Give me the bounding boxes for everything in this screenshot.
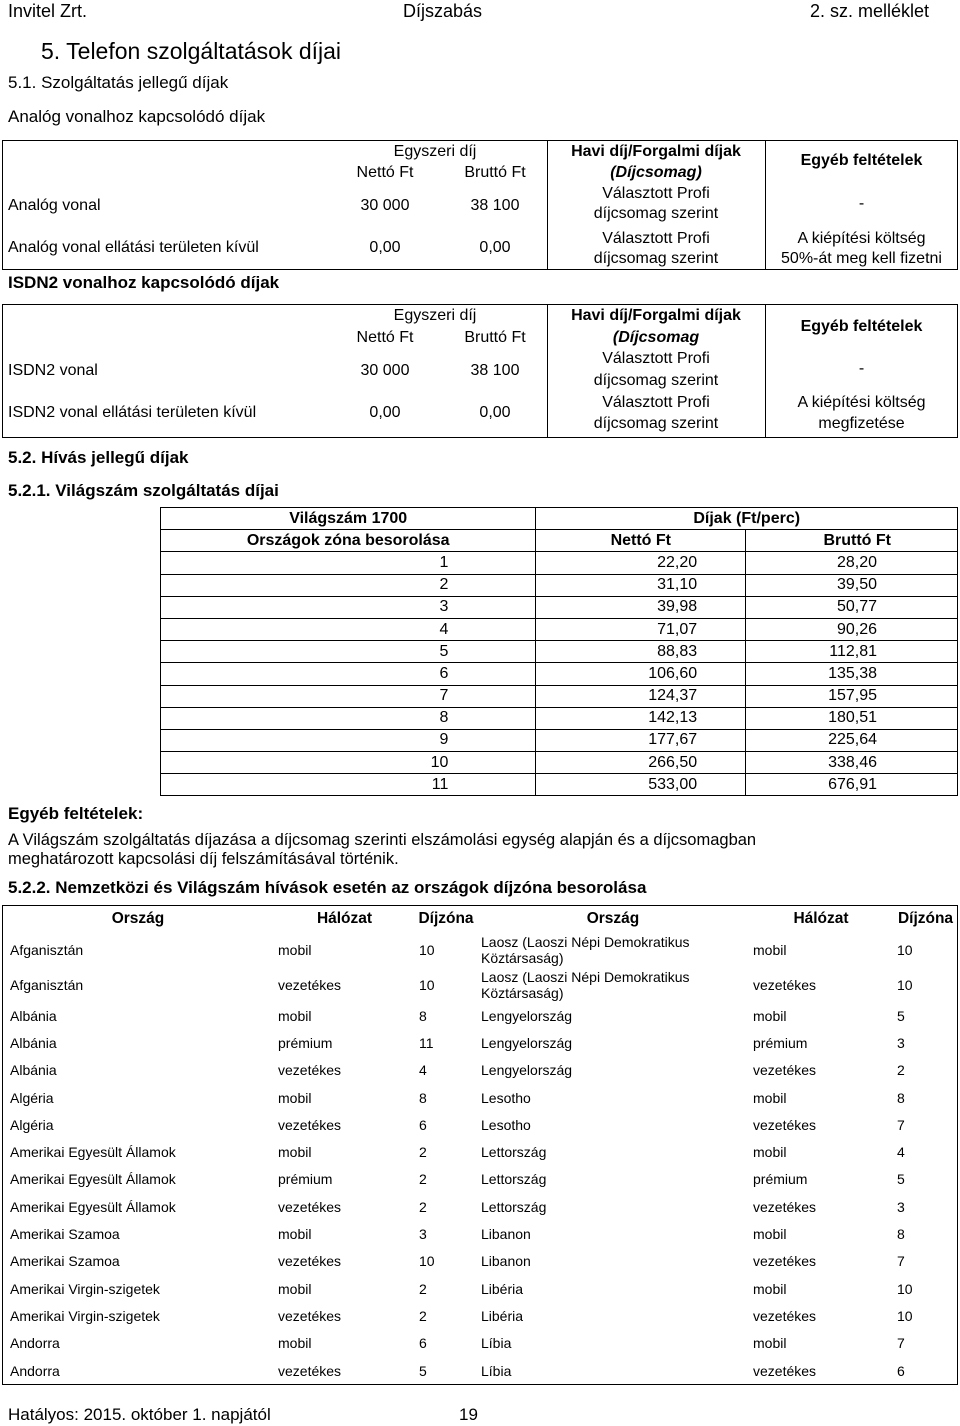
zone-cell: 6 (419, 1116, 427, 1133)
section-5-2-2: 5.2.2. Nemzetközi és Világszám hívások esetén az országok díjzóna besorolása (8, 878, 647, 897)
analog-col-monthly-1: Havi díj/Forgalmi díjak (571, 143, 741, 160)
country-row (2, 1330, 958, 1357)
zone-cell: 11 (419, 1034, 434, 1051)
world-zone-cell: 1 (161, 552, 536, 574)
country-name-2: Libéria (481, 1280, 524, 1297)
world-zone-cell: 9 (161, 729, 536, 751)
network-type: vezetékes (278, 1307, 342, 1324)
world-zone-cell: 5 (161, 641, 536, 663)
country-row (2, 1248, 958, 1275)
world-col-a: Világszám 1700 (161, 508, 536, 530)
country-name-2: Líbia (481, 1362, 512, 1379)
zone-cell-2: 5 (897, 1171, 905, 1188)
world-net-cell: 177,67 (536, 729, 746, 751)
world-table (160, 507, 958, 796)
country-name: Algéria (10, 1089, 54, 1106)
world-zone-cell: 8 (161, 707, 536, 729)
country-name-2: Lengyelország (481, 1062, 573, 1079)
zone-cell: 10 (419, 976, 435, 993)
country-row (2, 1057, 958, 1084)
network-type-2: mobil (753, 1007, 787, 1024)
network-type-2: prémium (753, 1171, 808, 1188)
isdn-col-gross: Bruttó Ft (464, 329, 526, 346)
other-text-2: meghatározott kapcsolási díj felszámításával történik. (8, 850, 399, 868)
analog-col-gross: Bruttó Ft (464, 164, 526, 181)
world-gross-cell: 676,91 (746, 774, 958, 796)
analog-row-net: 0,00 (369, 239, 401, 256)
section-5-2-1: 5.2.1. Világszám szolgáltatás díjai (8, 481, 279, 500)
country-row (2, 1275, 958, 1302)
isdn-row-monthly-1: Választott Profi (602, 350, 710, 367)
world-col-zone: Országok zóna besorolása (161, 530, 536, 552)
country-name: Amerikai Virgin-szigetek (10, 1280, 160, 1297)
country-name-2: Laosz (Laoszi Népi Demokratikus Köztársaság) (481, 933, 690, 966)
zone-cell: 2 (419, 1171, 427, 1188)
world-gross-cell: 157,95 (746, 685, 958, 707)
world-net-cell: 39,98 (536, 596, 746, 618)
world-col-b: Díjak (Ft/perc) (536, 508, 958, 530)
country-name: Amerikai Egyesült Államok (10, 1198, 176, 1215)
country-row (2, 967, 958, 1002)
country-row (2, 932, 958, 967)
country-row (2, 1029, 958, 1056)
world-gross-cell: 39,50 (746, 574, 958, 596)
world-gross-cell: 50,77 (746, 596, 958, 618)
country-name-2: Lengyelország (481, 1007, 573, 1024)
country-name: Algéria (10, 1116, 54, 1133)
analog-row-monthly-2: díjcsomag szerint (593, 250, 719, 267)
country-name: Albánia (10, 1034, 57, 1051)
world-row (161, 574, 958, 596)
country-name: Afganisztán (10, 976, 84, 993)
analog-row-monthly-1: Választott Profi (602, 230, 710, 247)
isdn-row-gross: 0,00 (479, 404, 511, 421)
world-net-cell: 22,20 (536, 552, 746, 574)
zone-cell-2: 10 (897, 1307, 913, 1324)
country-name-2: Lesotho (481, 1089, 531, 1106)
zone-cell: 10 (419, 941, 435, 958)
analog-row-name: Analóg vonal (8, 197, 101, 214)
network-type-2: vezetékes (753, 976, 817, 993)
network-type: mobil (278, 1335, 312, 1352)
network-type-2: vezetékes (753, 1062, 817, 1079)
analog-row-name: Analóg vonal ellátási területen kívül (8, 239, 259, 256)
zone-cell-2: 7 (897, 1116, 905, 1133)
header-doc: Díjszabás (403, 1, 483, 21)
isdn-col-monthly-2: (Díjcsomag (612, 329, 700, 346)
zone-cell: 6 (419, 1335, 427, 1352)
country-row (2, 1357, 958, 1384)
network-type-2: mobil (753, 1089, 787, 1106)
country-name-2: Lengyelország (481, 1034, 573, 1051)
analog-row-other-1: - (858, 195, 865, 212)
header-annex: 2. sz. melléklet (810, 1, 930, 21)
network-type: vezetékes (278, 1116, 342, 1133)
country-row (2, 1138, 958, 1165)
network-type: vezetékes (278, 976, 342, 993)
zone-cell-2: 5 (897, 1007, 905, 1024)
country-col-network-2: Hálózat (793, 909, 849, 927)
network-type-2: mobil (753, 1280, 787, 1297)
zone-cell: 8 (419, 1089, 427, 1106)
zone-cell: 5 (419, 1362, 427, 1379)
world-net-cell: 533,00 (536, 774, 746, 796)
isdn-row-monthly-2: díjcsomag szerint (593, 372, 719, 389)
isdn-col-other: Egyéb feltételek (800, 318, 923, 335)
other-text-1: A Világszám szolgáltatás díjazása a díjcsomag szerinti elszámolási egység alapján és a díjcsomagban (8, 831, 757, 849)
network-type-2: prémium (753, 1034, 808, 1051)
network-type: prémium (278, 1171, 333, 1188)
zone-cell: 2 (419, 1144, 427, 1161)
network-type-2: vezetékes (753, 1362, 817, 1379)
country-table (2, 905, 958, 1384)
world-gross-cell: 112,81 (746, 641, 958, 663)
analog-row-other-1: A kiépítési költség (797, 230, 926, 247)
country-name-2: Lettország (481, 1144, 547, 1161)
zone-cell-2: 4 (897, 1144, 905, 1161)
world-row (161, 707, 958, 729)
country-col-country-2: Ország (586, 909, 640, 927)
country-name: Amerikai Egyesült Államok (10, 1144, 176, 1161)
zone-cell-2: 10 (897, 1280, 913, 1297)
country-name-2: Lettország (481, 1171, 547, 1188)
zone-cell-2: 3 (897, 1198, 905, 1215)
network-type: mobil (278, 1226, 312, 1243)
isdn-col-once: Egyszeri díj (393, 307, 477, 324)
world-row (161, 685, 958, 707)
world-net-cell: 71,07 (536, 618, 746, 640)
world-gross-cell: 135,38 (746, 663, 958, 685)
world-gross-cell: 28,20 (746, 552, 958, 574)
country-name-2: Laosz (Laoszi Népi Demokratikus Köztársaság) (481, 968, 690, 1001)
isdn-row-other-2: megfizetése (818, 415, 905, 432)
network-type-2: vezetékes (753, 1253, 817, 1270)
world-net-cell: 142,13 (536, 707, 746, 729)
zone-cell-2: 7 (897, 1253, 905, 1270)
isdn-row-name: ISDN2 vonal (8, 362, 98, 379)
country-col-network: Hálózat (316, 909, 373, 927)
world-row (161, 596, 958, 618)
country-row (2, 1002, 958, 1029)
world-row (161, 663, 958, 685)
country-name: Amerikai Virgin-szigetek (10, 1307, 160, 1324)
world-net-cell: 106,60 (536, 663, 746, 685)
analog-row-gross: 38 100 (470, 197, 520, 214)
world-row (161, 729, 958, 751)
isdn-row-net: 30 000 (360, 362, 410, 379)
world-zone-cell: 7 (161, 685, 536, 707)
country-name: Amerikai Szamoa (10, 1226, 120, 1243)
world-net-cell: 88,83 (536, 641, 746, 663)
isdn-row-name: ISDN2 vonal ellátási területen kívül (8, 404, 257, 421)
world-row (161, 641, 958, 663)
world-zone-cell: 10 (161, 752, 536, 774)
zone-cell-2: 6 (897, 1362, 905, 1379)
network-type-2: vezetékes (753, 1307, 817, 1324)
section-5-2: 5.2. Hívás jellegű díjak (8, 448, 189, 467)
isdn-row-monthly-2: díjcsomag szerint (593, 415, 719, 432)
zone-cell: 3 (419, 1226, 427, 1243)
world-net-cell: 31,10 (536, 574, 746, 596)
zone-cell-2: 2 (897, 1062, 905, 1079)
network-type-2: mobil (753, 1144, 787, 1161)
country-name-2: Lesotho (481, 1116, 531, 1133)
world-zone-cell: 3 (161, 596, 536, 618)
analog-col-other: Egyéb feltételek (800, 152, 923, 169)
world-gross-cell: 90,26 (746, 618, 958, 640)
isdn-row-other-1: A kiépítési költség (797, 394, 926, 411)
network-type-2: vezetékes (753, 1116, 817, 1133)
zone-cell-2: 7 (897, 1335, 905, 1352)
network-type-2: mobil (753, 941, 787, 958)
world-row (161, 552, 958, 574)
isdn-heading: ISDN2 vonalhoz kapcsolódó díjak (8, 273, 280, 292)
isdn-row-monthly-1: Választott Profi (602, 394, 710, 411)
network-type: vezetékes (278, 1362, 342, 1379)
network-type-2: mobil (753, 1226, 787, 1243)
network-type: vezetékes (278, 1198, 342, 1215)
zone-cell: 2 (419, 1198, 427, 1215)
analog-row-net: 30 000 (360, 197, 410, 214)
zone-cell-2: 3 (897, 1034, 905, 1051)
world-row (161, 774, 958, 796)
country-row (2, 1193, 958, 1220)
country-col-zone: Díjzóna (418, 909, 474, 927)
country-name-2: Libanon (481, 1226, 531, 1243)
country-name-2: Líbia (481, 1335, 512, 1352)
isdn-row-gross: 38 100 (470, 362, 520, 379)
country-name: Afganisztán (10, 941, 84, 958)
world-col-gross: Bruttó Ft (746, 530, 958, 552)
world-net-cell: 124,37 (536, 685, 746, 707)
header-company: Invitel Zrt. (8, 1, 88, 21)
country-name: Andorra (10, 1362, 60, 1379)
analog-col-monthly-2: (Díjcsomag) (610, 164, 702, 181)
world-gross-cell: 225,64 (746, 729, 958, 751)
zone-cell-2: 10 (897, 976, 913, 993)
zone-cell: 8 (419, 1007, 427, 1024)
isdn-col-net: Nettó Ft (356, 329, 414, 346)
analog-row-other-2: 50%-át meg kell fizetni (781, 250, 942, 267)
isdn-row-net: 0,00 (369, 404, 401, 421)
analog-row-monthly-2: díjcsomag szerint (593, 205, 719, 222)
network-type: prémium (278, 1034, 333, 1051)
footer-valid: Hatályos: 2015. október 1. napjától (8, 1405, 271, 1424)
world-row (161, 618, 958, 640)
country-row (2, 1166, 958, 1193)
network-type: mobil (278, 1144, 312, 1161)
world-zone-cell: 6 (161, 663, 536, 685)
analog-col-net: Nettó Ft (356, 164, 414, 181)
world-gross-cell: 338,46 (746, 752, 958, 774)
network-type: mobil (278, 1007, 312, 1024)
country-name-2: Libanon (481, 1253, 531, 1270)
page-title: 5. Telefon szolgáltatások díjai (41, 38, 342, 64)
country-row (2, 1302, 958, 1329)
network-type: mobil (278, 1280, 312, 1297)
network-type: mobil (278, 941, 312, 958)
country-col-zone-2: Díjzóna (897, 909, 954, 927)
country-name: Amerikai Szamoa (10, 1253, 120, 1270)
zone-cell: 4 (419, 1062, 427, 1079)
country-name: Andorra (10, 1335, 60, 1352)
world-net-cell: 266,50 (536, 752, 746, 774)
network-type-2: vezetékes (753, 1198, 817, 1215)
world-row (161, 752, 958, 774)
section-5-1: 5.1. Szolgáltatás jellegű díjak (8, 73, 229, 92)
country-name: Amerikai Egyesült Államok (10, 1171, 176, 1188)
zone-cell: 2 (419, 1307, 427, 1324)
country-name: Albánia (10, 1062, 57, 1079)
country-col-country: Ország (111, 909, 165, 927)
world-zone-cell: 11 (161, 774, 536, 796)
country-row (2, 1111, 958, 1138)
country-row (2, 1084, 958, 1111)
network-type: vezetékes (278, 1062, 342, 1079)
analog-heading: Analóg vonalhoz kapcsolódó díjak (8, 107, 266, 126)
world-zone-cell: 2 (161, 574, 536, 596)
analog-row-gross: 0,00 (479, 239, 511, 256)
country-name-2: Lettország (481, 1198, 547, 1215)
world-zone-cell: 4 (161, 618, 536, 640)
zone-cell-2: 8 (897, 1089, 905, 1106)
page-number: 19 (459, 1405, 478, 1424)
country-name-2: Libéria (481, 1307, 524, 1324)
analog-row-monthly-1: Választott Profi (602, 185, 710, 202)
world-col-net: Nettó Ft (536, 530, 746, 552)
country-row (2, 1220, 958, 1247)
zone-cell: 2 (419, 1280, 427, 1297)
zone-cell-2: 10 (897, 941, 913, 958)
world-gross-cell: 180,51 (746, 707, 958, 729)
network-type: mobil (278, 1089, 312, 1106)
other-label: Egyéb feltételek: (8, 804, 144, 823)
zone-cell: 10 (419, 1253, 435, 1270)
network-type: vezetékes (278, 1253, 342, 1270)
network-type-2: mobil (753, 1335, 787, 1352)
analog-col-once: Egyszeri díj (393, 143, 477, 160)
isdn-col-monthly-1: Havi díj/Forgalmi díjak (571, 307, 741, 324)
isdn-row-other-1: - (858, 360, 865, 377)
zone-cell-2: 8 (897, 1226, 905, 1243)
country-name: Albánia (10, 1007, 57, 1024)
